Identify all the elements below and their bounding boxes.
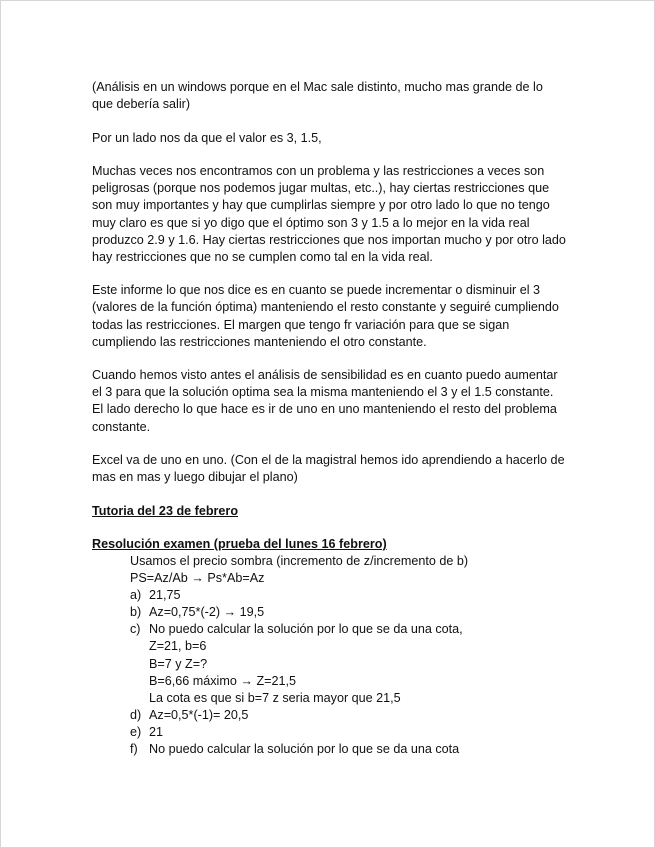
heading-resolucion: Resolución examen (prueba del lunes 16 febrero)	[92, 536, 387, 551]
list-text: No puedo calcular la solución por lo que se da una cota	[149, 742, 460, 756]
list-item-d	[92, 707, 567, 724]
list-item-c	[92, 621, 567, 638]
list-text: 21,75	[149, 588, 181, 603]
list-text: Az=0,5*(-1)= 20,5	[149, 707, 249, 722]
list-label: d)	[130, 707, 142, 722]
intro-line: Usamos el precio sombra (incremento de z/incremento de b)	[130, 553, 469, 568]
list-item-a	[92, 587, 567, 604]
heading-tutoria: Tutoria del 23 de febrero	[92, 503, 239, 518]
list-text: 21	[149, 724, 164, 739]
paragraph: Excel va de uno en uno. (Con el de la magistral hemos ido aprendiendo a hacerlo de mas en mas y luego dibujar el plano)	[92, 453, 565, 485]
list-subline: Z=21, b=6	[149, 639, 207, 654]
paragraph: (Análisis en un windows porque en el Mac sale distinto, mucho mas grande de lo que debería salir)	[92, 80, 543, 112]
list-subline: B=6,66 máximo → Z=21,5	[149, 673, 296, 688]
list-label: a)	[130, 588, 142, 603]
list-label: f)	[130, 742, 138, 756]
list-item-f	[92, 741, 567, 758]
list-label: b)	[130, 605, 142, 620]
list-text: No puedo calcular la solución por lo que se da una cota,	[149, 622, 463, 637]
paragraph: Muchas veces nos encontramos con un problema y las restricciones a veces son peligrosas (porque nos podemos jugar multas, etc..), hay ciertas restricciones que son muy importantes y hay que cumplirlas siempre y por otro lado lo que no tengo muy claro es que si yo digo que el óptimo son 3 y 1.5 a lo mejor en la vida real produzco 2.9 y 1.6. Hay ciertas restricciones que nos importan mucho y por otro lado hay restricciones que no se cumplen como tal en la vida real.	[92, 164, 566, 264]
paragraph: Cuando hemos visto antes el análisis de sensibilidad es en cuanto puedo aumentar el 3 para que la solución optima sea la misma manteniendo el 3 y el 1.5 constante. El lado derecho lo que hace es ir de uno en uno manteniendo el resto del problema constante.	[92, 368, 558, 434]
paragraph: Por un lado nos da que el valor es 3, 1.5,	[92, 130, 322, 145]
intro-line: PS=Az/Ab → Ps*Ab=Az	[130, 571, 265, 586]
list-label: c)	[130, 622, 141, 637]
list-item-b	[92, 604, 567, 621]
list-subline: B=7 y Z=?	[149, 656, 208, 671]
paragraph: Este informe lo que nos dice es en cuanto se puede incrementar o disminuir el 3 (valores de la función óptima) manteniendo el resto constante y seguiré cumpliendo todas las restricciones. El margen que tengo fr variación para que se sigan cumpliendo las restricciones manteniendo el otro constante.	[92, 283, 559, 349]
document-body	[92, 79, 567, 758]
list-text: Az=0,75*(-2) → 19,5	[149, 605, 265, 620]
list-label: e)	[130, 724, 142, 739]
list-item-e	[92, 724, 567, 741]
list-subline: La cota es que si b=7 z seria mayor que 21,5	[149, 690, 401, 705]
